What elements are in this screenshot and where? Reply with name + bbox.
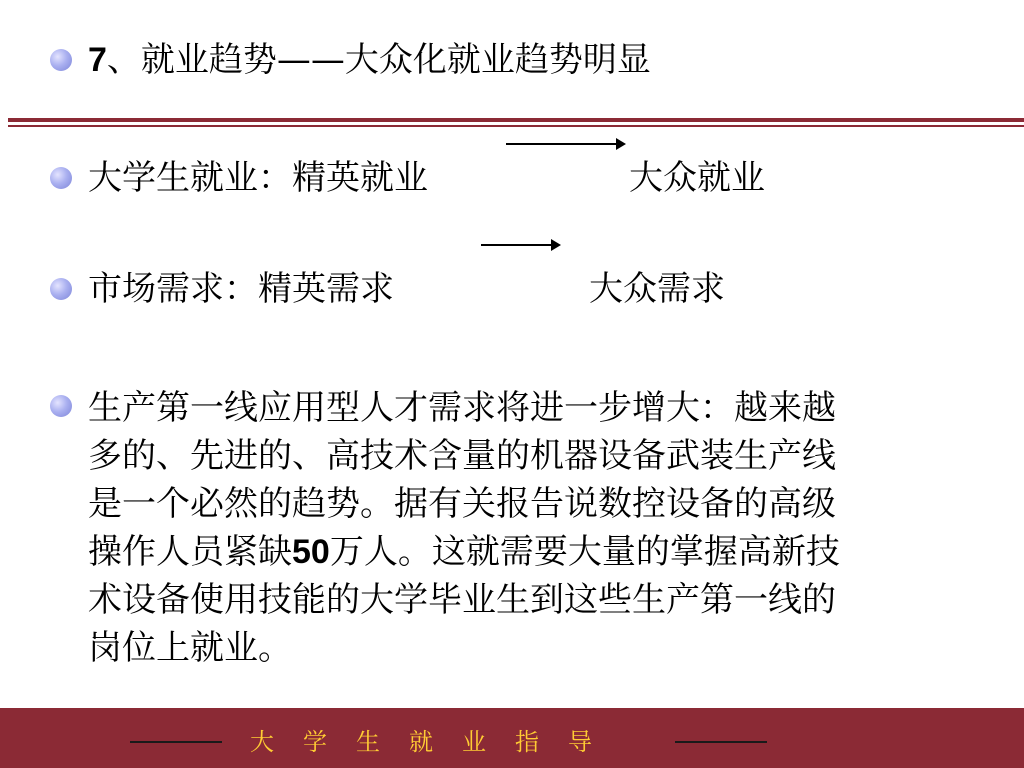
bullet-icon (50, 167, 72, 189)
slide-title (88, 38, 651, 82)
bullet-icon (50, 49, 72, 71)
row-market-target: 大众需求 (589, 269, 725, 309)
footer-divider-right (675, 741, 767, 743)
arrow-right-icon (481, 244, 559, 246)
arrow-right-icon (506, 143, 624, 145)
row-market-label: 市场需求：精英需求 (88, 269, 394, 309)
footer-divider-left (130, 741, 222, 743)
paragraph-line: 岗位上就业。 (88, 628, 292, 668)
shortage-number: 50 (292, 533, 330, 571)
title-number: 7 (88, 41, 107, 79)
paragraph-line: 生产第一线应用型人才需求将进一步增大：越来越 (88, 388, 836, 428)
paragraph-line-part: 操作人员紧缺 (88, 532, 292, 572)
title-text: 、就业趋势——大众化就业趋势明显 (106, 40, 651, 80)
paragraph-line (88, 528, 988, 576)
paragraph-line: 是一个必然的趋势。据有关报告说数控设备的高级 (88, 484, 836, 524)
paragraph-line: 多的、先进的、高技术含量的机器设备武装生产线 (88, 436, 836, 476)
paragraph-line: 术设备使用技能的大学毕业生到这些生产第一线的 (88, 580, 836, 620)
paragraph-line-part: 万人。这就需要大量的掌握高新技 (329, 532, 840, 572)
paragraph-frontline-demand (88, 384, 988, 672)
title-divider-thick (8, 118, 1024, 122)
footer-title: 大学生就业指导 (250, 728, 621, 756)
row-employment-target: 大众就业 (629, 158, 765, 198)
bullet-icon (50, 395, 72, 417)
title-divider-thin (8, 125, 1024, 127)
row-employment-label: 大学生就业：精英就业 (88, 158, 428, 198)
bullet-icon (50, 278, 72, 300)
